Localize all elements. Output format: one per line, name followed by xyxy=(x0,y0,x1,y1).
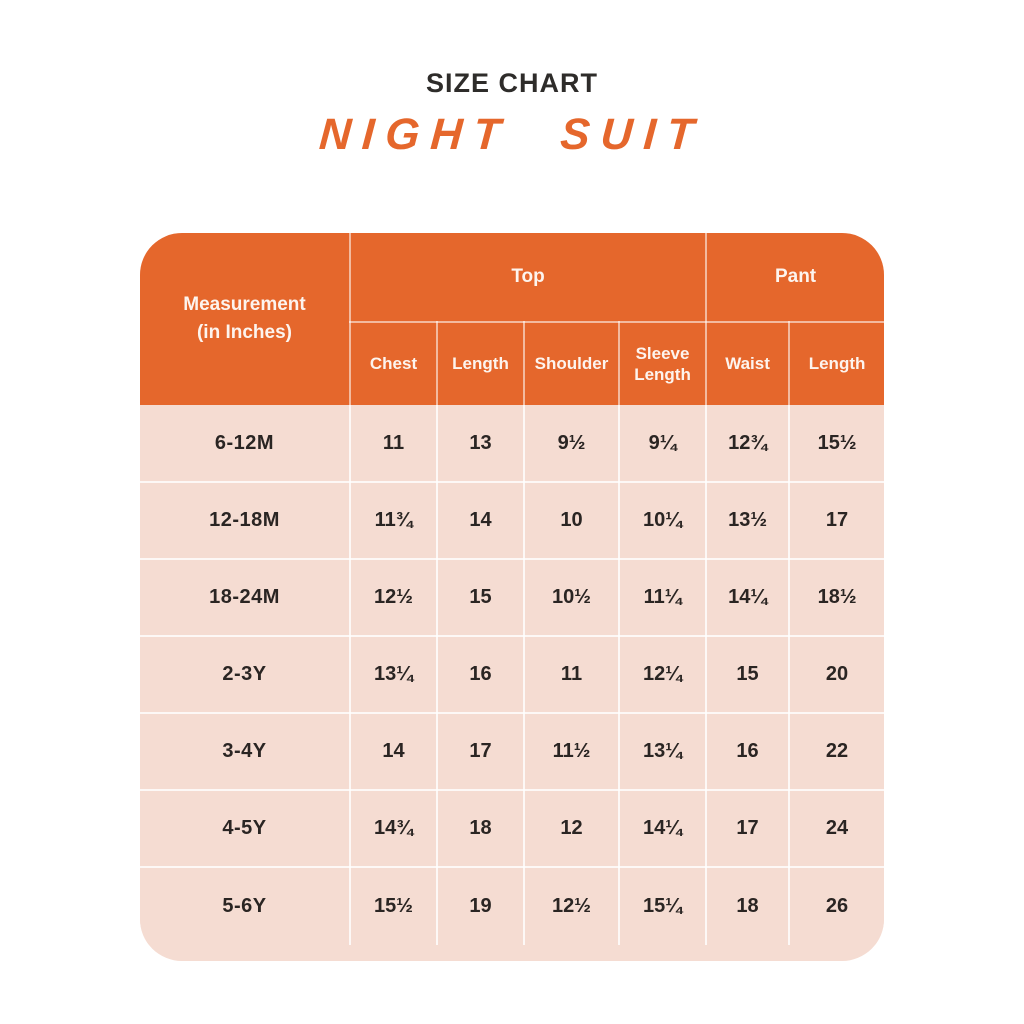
cell-pant-length: 17 xyxy=(789,482,884,559)
table-row xyxy=(140,790,884,867)
group-header-pant: Pant xyxy=(706,233,884,322)
row-label: 12-18M xyxy=(140,482,350,559)
row-label: 4-5Y xyxy=(140,790,350,867)
size-chart-card xyxy=(140,233,884,961)
cell-waist: 15 xyxy=(706,636,789,713)
cell-sleeve-length: 10¼ xyxy=(619,482,706,559)
row-label: 18-24M xyxy=(140,559,350,636)
cell-pant-length: 26 xyxy=(789,867,884,945)
cell-pant-length: 24 xyxy=(789,790,884,867)
product-title: NIGHT SUIT xyxy=(317,110,707,159)
table-row xyxy=(140,867,884,945)
cell-chest: 11¾ xyxy=(350,482,437,559)
cell-waist: 12¾ xyxy=(706,405,789,482)
cell-chest: 14¾ xyxy=(350,790,437,867)
cell-waist: 13½ xyxy=(706,482,789,559)
cell-sleeve-length: 15¼ xyxy=(619,867,706,945)
cell-shoulder: 12½ xyxy=(524,867,619,945)
row-label: 6-12M xyxy=(140,405,350,482)
cell-shoulder: 10 xyxy=(524,482,619,559)
cell-sleeve-length: 12¼ xyxy=(619,636,706,713)
cell-chest: 13¼ xyxy=(350,636,437,713)
cell-shoulder: 11 xyxy=(524,636,619,713)
cell-pant-length: 18½ xyxy=(789,559,884,636)
cell-waist: 16 xyxy=(706,713,789,790)
cell-chest: 15½ xyxy=(350,867,437,945)
row-label: 2-3Y xyxy=(140,636,350,713)
column-header-shoulder: Shoulder xyxy=(524,322,619,405)
page-title: SIZE CHART xyxy=(426,68,598,98)
measurement-header xyxy=(140,233,350,405)
cell-waist: 18 xyxy=(706,867,789,945)
table-row xyxy=(140,405,884,482)
row-label: 3-4Y xyxy=(140,713,350,790)
cell-shoulder: 12 xyxy=(524,790,619,867)
column-header-waist: Waist xyxy=(706,322,789,405)
cell-sleeve-length: 14¼ xyxy=(619,790,706,867)
cell-top-length: 14 xyxy=(437,482,524,559)
cell-pant-length: 20 xyxy=(789,636,884,713)
column-header-chest: Chest xyxy=(350,322,437,405)
cell-sleeve-length: 13¼ xyxy=(619,713,706,790)
column-header-pant-length: Length xyxy=(789,322,884,405)
cell-pant-length: 15½ xyxy=(789,405,884,482)
cell-shoulder: 11½ xyxy=(524,713,619,790)
cell-shoulder: 10½ xyxy=(524,559,619,636)
cell-top-length: 13 xyxy=(437,405,524,482)
column-header-sleeve-length: Sleeve Length xyxy=(619,322,706,405)
table-row xyxy=(140,482,884,559)
row-label: 5-6Y xyxy=(140,867,350,945)
cell-sleeve-length: 11¼ xyxy=(619,559,706,636)
table-row xyxy=(140,713,884,790)
measurement-header-line2: (in Inches) xyxy=(196,322,292,343)
cell-chest: 11 xyxy=(350,405,437,482)
table-body xyxy=(140,405,884,945)
cell-waist: 14¼ xyxy=(706,559,789,636)
measurement-header-line1: Measurement xyxy=(183,294,306,316)
cell-top-length: 17 xyxy=(437,713,524,790)
cell-top-length: 18 xyxy=(437,790,524,867)
cell-top-length: 15 xyxy=(437,559,524,636)
cell-waist: 17 xyxy=(706,790,789,867)
cell-pant-length: 22 xyxy=(789,713,884,790)
table-header xyxy=(140,233,884,405)
table-row xyxy=(140,636,884,713)
column-header-top-length: Length xyxy=(437,322,524,405)
cell-top-length: 19 xyxy=(437,867,524,945)
table-row xyxy=(140,559,884,636)
cell-chest: 14 xyxy=(350,713,437,790)
size-chart-table xyxy=(140,233,884,945)
cell-sleeve-length: 9¼ xyxy=(619,405,706,482)
cell-shoulder: 9½ xyxy=(524,405,619,482)
cell-chest: 12½ xyxy=(350,559,437,636)
cell-top-length: 16 xyxy=(437,636,524,713)
group-header-top: Top xyxy=(350,233,706,322)
